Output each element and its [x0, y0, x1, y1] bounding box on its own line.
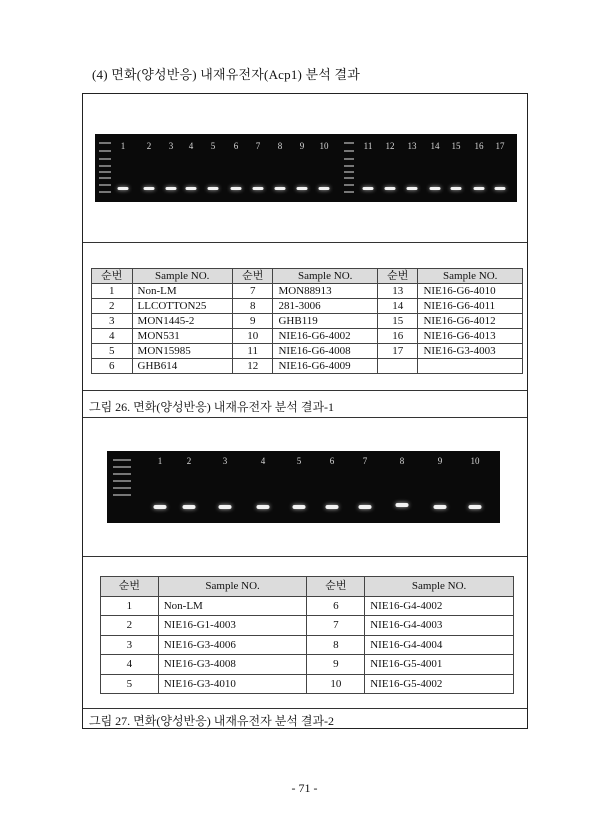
column-header-number: 순번 — [377, 269, 418, 284]
lane-label: 6 — [233, 141, 239, 151]
table-row — [92, 299, 523, 314]
pcr-band — [430, 187, 441, 190]
lane-label: 10 — [319, 141, 329, 151]
ladder-band — [344, 158, 354, 160]
lane-number-cell: 10 — [232, 329, 273, 344]
sample-name-cell: NIE16-G3-4006 — [158, 635, 307, 655]
ladder-band — [344, 191, 354, 193]
pcr-band — [183, 505, 196, 509]
sample-name-cell: NIE16-G1-4003 — [158, 616, 307, 636]
lane-number-cell: 16 — [377, 329, 418, 344]
lane-label: 14 — [430, 141, 440, 151]
column-header-sample: Sample NO. — [418, 269, 523, 284]
lane-number-cell: 4 — [101, 655, 159, 675]
sample-name-cell: NIE16-G5-4002 — [365, 674, 514, 694]
table-row — [101, 596, 514, 616]
sample-name-cell: NIE16-G6-4009 — [273, 359, 377, 374]
sample-name-cell: Non-LM — [158, 596, 307, 616]
sample-name-cell: NIE16-G4-4003 — [365, 616, 514, 636]
lane-number-cell: 2 — [92, 299, 133, 314]
lane-number-cell: 8 — [232, 299, 273, 314]
ladder-band — [99, 177, 111, 179]
lane-label: 2 — [146, 141, 152, 151]
ladder-band — [113, 466, 131, 468]
sample-name-cell: LLCOTTON25 — [132, 299, 232, 314]
pcr-band — [253, 187, 264, 190]
column-header-number: 순번 — [307, 577, 365, 597]
pcr-band — [166, 187, 177, 190]
lane-number-cell: 6 — [307, 596, 365, 616]
page-number: - 71 - — [291, 781, 318, 795]
ladder-band — [113, 459, 131, 461]
figure-frame — [82, 93, 528, 729]
table-row — [92, 284, 523, 299]
sample-table-2 — [100, 576, 514, 694]
pcr-band — [297, 187, 308, 190]
lane-number-cell: 6 — [92, 359, 133, 374]
ladder-band — [344, 142, 354, 144]
pcr-band — [319, 187, 330, 190]
sample-name-cell: NIE16-G3-4010 — [158, 674, 307, 694]
table-row — [92, 359, 523, 374]
lane-number-cell: 14 — [377, 299, 418, 314]
pcr-band — [396, 503, 409, 507]
divider — [83, 417, 527, 418]
sample-name-cell: MON15985 — [132, 344, 232, 359]
pcr-band — [275, 187, 286, 190]
pcr-band — [144, 187, 155, 190]
sample-name-cell: NIE16-G6-4013 — [418, 329, 523, 344]
ladder-band — [99, 165, 111, 167]
lane-label: 17 — [495, 141, 505, 151]
table-row — [101, 635, 514, 655]
lane-label: 5 — [210, 141, 216, 151]
ladder-band — [344, 184, 354, 186]
ladder-band — [99, 150, 111, 152]
sample-name-cell: NIE16-G6-4002 — [273, 329, 377, 344]
lane-number-cell: 1 — [92, 284, 133, 299]
column-header-sample: Sample NO. — [365, 577, 514, 597]
table-row — [101, 655, 514, 675]
lane-number-cell: 2 — [101, 616, 159, 636]
lane-number-cell: 9 — [307, 655, 365, 675]
column-header-sample: Sample NO. — [158, 577, 307, 597]
sample-name-cell: NIE16-G6-4012 — [418, 314, 523, 329]
divider — [83, 390, 527, 391]
lane-number-cell: 4 — [92, 329, 133, 344]
column-header-sample: Sample NO. — [132, 269, 232, 284]
ladder-band — [99, 158, 111, 160]
pcr-band — [154, 505, 167, 509]
sample-name-cell: NIE16-G6-4011 — [418, 299, 523, 314]
sample-name-cell: 281-3006 — [273, 299, 377, 314]
lane-label: 12 — [385, 141, 395, 151]
lane-label: 6 — [329, 456, 335, 466]
lane-label: 11 — [363, 141, 373, 151]
lane-label: 3 — [222, 456, 228, 466]
lane-number-cell: 7 — [232, 284, 273, 299]
table-row — [101, 674, 514, 694]
ladder-band — [344, 165, 354, 167]
pcr-band — [495, 187, 506, 190]
lane-label: 5 — [296, 456, 302, 466]
pcr-band — [359, 505, 372, 509]
table-row — [92, 314, 523, 329]
sample-name-cell: GHB614 — [132, 359, 232, 374]
pcr-band — [451, 187, 462, 190]
ladder-band — [344, 150, 354, 152]
sample-name-cell: NIE16-G5-4001 — [365, 655, 514, 675]
gel-image-1 — [95, 134, 517, 202]
pcr-band — [434, 505, 447, 509]
column-header-sample: Sample NO. — [273, 269, 377, 284]
sample-name-cell: NIE16-G3-4008 — [158, 655, 307, 675]
sample-name-cell: GHB119 — [273, 314, 377, 329]
lane-number-cell: 3 — [92, 314, 133, 329]
divider — [83, 556, 527, 557]
gel-image-2 — [107, 451, 500, 523]
lane-label: 3 — [168, 141, 174, 151]
table-row — [101, 616, 514, 636]
lane-number-cell: 17 — [377, 344, 418, 359]
pcr-band — [219, 505, 232, 509]
divider — [83, 708, 527, 709]
sample-name-cell: NIE16-G6-4008 — [273, 344, 377, 359]
ladder-band — [344, 171, 354, 173]
pcr-band — [385, 187, 396, 190]
column-header-number: 순번 — [232, 269, 273, 284]
sample-name-cell: Non-LM — [132, 284, 232, 299]
sample-name-cell: NIE16-G6-4010 — [418, 284, 523, 299]
pcr-band — [293, 505, 306, 509]
lane-number-cell: 8 — [307, 635, 365, 655]
ladder-band — [344, 177, 354, 179]
sample-table-1 — [91, 268, 523, 374]
figure-caption-1: 그림 26. 면화(양성반응) 내재유전자 분석 결과-1 — [89, 400, 335, 414]
lane-label: 8 — [277, 141, 283, 151]
lane-label: 7 — [362, 456, 368, 466]
pcr-band — [326, 505, 339, 509]
lane-label: 1 — [120, 141, 126, 151]
ladder-band — [99, 142, 111, 144]
pcr-band — [231, 187, 242, 190]
lane-number-cell: 10 — [307, 674, 365, 694]
lane-label: 2 — [186, 456, 192, 466]
pcr-band — [257, 505, 270, 509]
lane-label: 1 — [157, 456, 163, 466]
lane-label: 4 — [260, 456, 266, 466]
column-header-number: 순번 — [101, 577, 159, 597]
sample-name-cell: MON88913 — [273, 284, 377, 299]
lane-number-cell: 15 — [377, 314, 418, 329]
sample-name-cell: NIE16-G4-4002 — [365, 596, 514, 616]
sample-name-cell: NIE16-G3-4003 — [418, 344, 523, 359]
ladder-band — [113, 473, 131, 475]
table-row — [92, 329, 523, 344]
sample-name-cell: MON1445-2 — [132, 314, 232, 329]
lane-number-cell — [377, 359, 418, 374]
lane-label: 10 — [470, 456, 480, 466]
lane-label: 16 — [474, 141, 484, 151]
lane-label: 9 — [437, 456, 443, 466]
pcr-band — [363, 187, 374, 190]
lane-number-cell: 7 — [307, 616, 365, 636]
lane-number-cell: 9 — [232, 314, 273, 329]
pcr-band — [186, 187, 197, 190]
ladder-band — [99, 171, 111, 173]
ladder-band — [99, 191, 111, 193]
pcr-band — [208, 187, 219, 190]
sample-name-cell: NIE16-G4-4004 — [365, 635, 514, 655]
pcr-band — [469, 505, 482, 509]
lane-label: 9 — [299, 141, 305, 151]
lane-number-cell: 5 — [92, 344, 133, 359]
column-header-number: 순번 — [92, 269, 133, 284]
pcr-band — [118, 187, 129, 190]
sample-name-cell: MON531 — [132, 329, 232, 344]
section-heading: (4) 면화(양성반응) 내재유전자(Acp1) 분석 결과 — [92, 67, 361, 82]
ladder-band — [113, 487, 131, 489]
figure-caption-2: 그림 27. 면화(양성반응) 내재유전자 분석 결과-2 — [89, 714, 335, 728]
lane-label: 8 — [399, 456, 405, 466]
ladder-band — [113, 480, 131, 482]
lane-number-cell: 1 — [101, 596, 159, 616]
lane-number-cell: 12 — [232, 359, 273, 374]
ladder-band — [113, 494, 131, 496]
lane-label: 13 — [407, 141, 417, 151]
lane-number-cell: 3 — [101, 635, 159, 655]
lane-label: 15 — [451, 141, 461, 151]
lane-number-cell: 13 — [377, 284, 418, 299]
pcr-band — [474, 187, 485, 190]
lane-label: 7 — [255, 141, 261, 151]
table-row — [92, 344, 523, 359]
divider — [83, 242, 527, 243]
lane-label: 4 — [188, 141, 194, 151]
sample-name-cell — [418, 359, 523, 374]
pcr-band — [407, 187, 418, 190]
lane-number-cell: 11 — [232, 344, 273, 359]
ladder-band — [99, 184, 111, 186]
lane-number-cell: 5 — [101, 674, 159, 694]
